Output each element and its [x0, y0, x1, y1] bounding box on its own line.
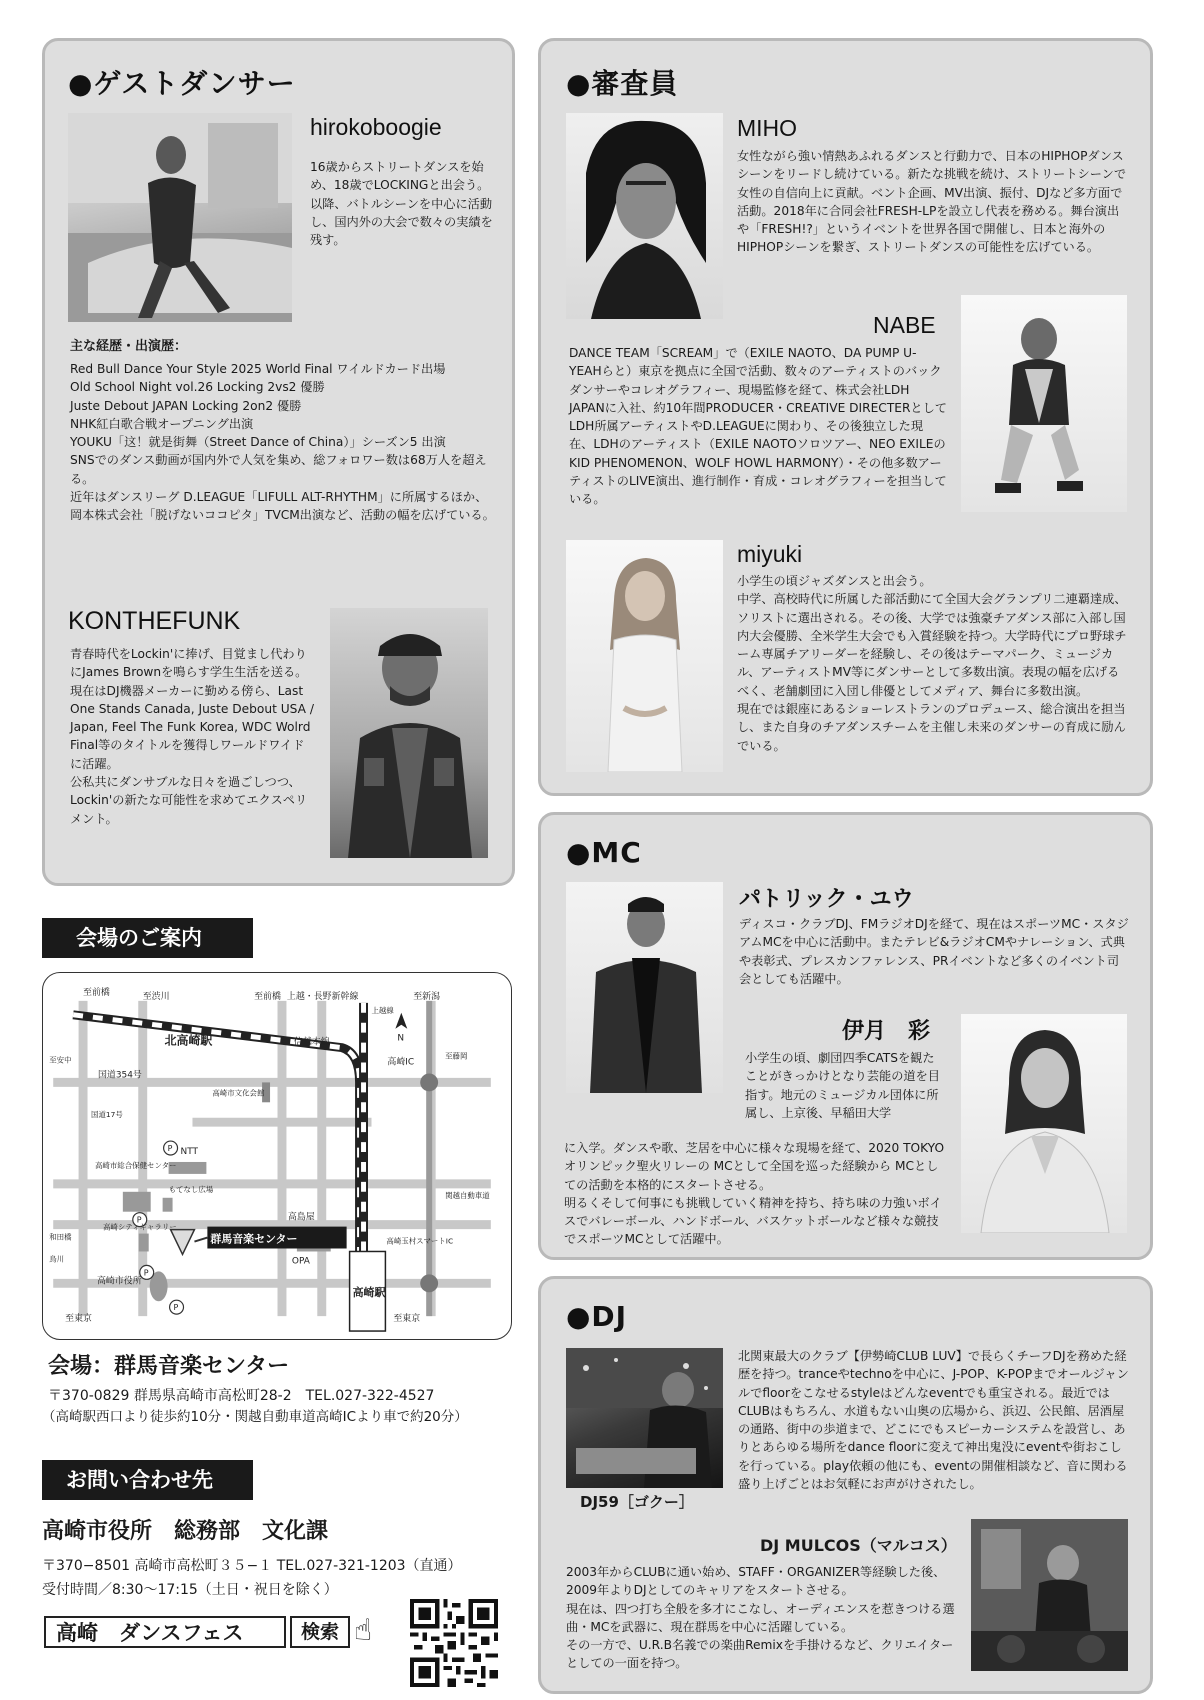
map-parking-label: P	[136, 1215, 142, 1225]
map-label: 至前橋	[83, 987, 110, 998]
map-label: 国道354号	[97, 1070, 142, 1081]
map-parking-label: P	[167, 1144, 173, 1154]
contact-hours: 受付時間／8:30〜17:15（土日・祝日を除く）	[42, 1582, 338, 1598]
map-label: 至東京	[65, 1314, 92, 1325]
map-label: 高島屋	[287, 1212, 315, 1223]
patrick-photo	[566, 882, 723, 1093]
search-button-label: 検索	[300, 1621, 339, 1643]
contact-org: 高崎市役所 総務部 文化課	[42, 1519, 329, 1544]
itsuki-name: 伊月 彩	[842, 1018, 931, 1043]
dj59-bio: 北関東最大のクラブ【伊勢崎CLUB LUV】で長らくチーフDJを務めた経歴を持つ。tranceやtechnoを中心に、J-POP、K-POPまでオールジャンルでfloorをこなせるstyleはどんなeventでも重宝される。最近ではCLUBはもちろん、水道もない山奥の広場から、浜辺、公民館、居酒屋の通路、街中の歩道まで、どこにでもスピーカーシステムを設営し、ありとあらゆる場所をdance floorに変えて神出鬼没にeventや街おこしを行っている。play依頼の他にも、eventの開催相談など、音に関わる盛り上げごとはお気軽にお声がけされたし。	[738, 1349, 1129, 1492]
itsuki-bio-top: 小学生の頃、劇団四季CATSを観たことがきっかけとなり芸能の道を目指す。地元のミュージカル団体に所属し、上京後、早稲田大学	[745, 1051, 940, 1120]
map-label: もてなし広場	[168, 1184, 214, 1194]
career-item: Old School Night vol.26 Locking 2vs2 優勝	[70, 380, 325, 395]
map-label: 高崎市役所	[96, 1276, 142, 1287]
qr-code[interactable]	[410, 1599, 498, 1687]
map-label: NTT	[180, 1147, 198, 1158]
venue-guide-label: 会場のご案内	[42, 918, 253, 958]
search-button[interactable]	[290, 1616, 350, 1648]
map-venue-label: 群馬音楽センター	[210, 1232, 298, 1246]
career-item: YOUKU「这！就是街舞（Street Dance of China）」シーズン5 出演	[70, 435, 446, 450]
career-item: Red Bull Dance Your Style 2025 World Final ワイルドカード出場	[70, 362, 446, 376]
miyuki-photo	[566, 540, 723, 772]
dj-mulcos-photo	[971, 1519, 1128, 1671]
hirokoboogie-name: hirokoboogie	[310, 114, 442, 140]
dj-mulcos-bio: 2003年からCLUBに通い始め、STAFF・ORGANIZER等経験した後、2009年よりDJとしてのキャリアをスタートさせる。 現在は、四つ打ち全般を多才にこなし、オーディエンスを惹きつける選曲・MCを武器に、現在群馬を中心に活躍している。 その一方で、U.R.B名義での楽曲Remixを手掛けるなど、クリエイターとしての一面を持つ。	[566, 1565, 955, 1671]
search-query: 高崎 ダンスフェス	[56, 1621, 244, 1645]
career-item: Juste Debout JAPAN Locking 2on2 優勝	[70, 398, 302, 413]
map-label: 至新潟	[413, 991, 441, 1002]
map-label: 至安中	[49, 1055, 72, 1065]
itsuki-bio-bottom: に入学。ダンスや歌、芝居を中心に様々な現場を経て、2020 TOKYOオリンピック聖火リレーの MCとして全国を巡った経験から MCとしての活動を本格的にスタートさせる。 明るくそして何事にも挑戦していく精神を持ち、持ち味の力強いボイスでバレーボール、ハンドボール、バスケットボールなど様々な競技でスポーツMCとして活躍中。	[564, 1141, 945, 1247]
map-label: 北高崎駅	[164, 1033, 213, 1048]
itsuki-photo	[961, 1014, 1127, 1233]
contact-label: お問い合わせ先	[42, 1460, 253, 1500]
career-item: 近年はダンスリーグ D.LEAGUE「LIFULL ALT-RHYTHM」に所属するほか、岡本株式会社「脱げないココピタ」TVCM出演など、活動の幅を広げている。	[70, 490, 495, 523]
map-label: 関越自動車道	[445, 1190, 490, 1200]
career-item: SNSでのダンス動画が国内外で人気を集め、総フォロワー数は68万人を超える。	[70, 453, 487, 486]
contact-address: 〒370−8501 高崎市高松町３５−１ TEL.027-321-1203（直通）	[42, 1558, 462, 1574]
map-label: 至藤岡	[445, 1051, 468, 1061]
map-label: 高崎玉村スマートIC	[386, 1236, 454, 1246]
dj59-caption: DJ59［ゴクー］	[580, 1493, 694, 1511]
nabe-bio: DANCE TEAM「SCREAM」で（EXILE NAOTO、DA PUMP U-YEAHらと）東京を拠点に全国で活動、数々のアーティストのバックダンサーやコレオグラフィー、現場監修を経て、株式会社LDH JAPANに入社、約10年間PRODUCER・CREATIVE DIRECTERとしてLDH所属アーティストやD.LEAGUEに関わり、その後独立した現在、LDHのアーティスト（EXILE NAOTOソロツアー、NEO EXILEのKID PHENOMENON、WOLF HOWL HARMONY）・その他多数アーティストのLIVE演出、進行制作・育成・コレオグラフィーを担当している。	[569, 346, 947, 507]
patrick-name: パトリック・ユウ	[739, 886, 914, 911]
map-label: 高崎シティギャラリー	[102, 1222, 177, 1232]
map-label: 国道17号	[91, 1110, 123, 1120]
miyuki-bio: 小学生の頃ジャズダンスと出会う。 中学、高校時代に所属した部活動にて全国大会グランプリ二連覇達成、ソリストに選出される。その後、大学では強豪チアダンス部に入部し国内大会優勝、全米学生大会でも入賞経験を持つ。大学時代にプロ野球チーム専属チアリーダーを経験し、その後はテーマパーク、ミュージカル、アーティストMV等にダンサーとして多数出演。表現の幅を広げるべく、老舗劇団に入団し俳優としてメディア、舞台に多数出演。 現在では銀座にあるショーレストランのプロデュース、総合演出を担当し、また自身のチアダンスチームを主催し未来のダンサーの育成に励んでいる。	[737, 574, 1127, 753]
career-item: NHK紅白歌合戦オープニング出演	[70, 416, 254, 431]
pointing-hand-icon: ☝	[354, 1613, 373, 1648]
judges-heading: ●審査員	[566, 67, 679, 100]
konthefunk-photo	[330, 608, 488, 858]
venue-name: 会場：群馬音楽センター	[48, 1354, 290, 1379]
hirokoboogie-bio: 16歳からストリートダンスを始め、18歳でLOCKINGと出会う。以降、バトルシーンを中心に活動し、国内外の大会で数々の実績を残す。	[310, 160, 493, 248]
mc-heading: ●MC	[566, 836, 642, 869]
map-label: 至前橋	[254, 991, 281, 1002]
map-label: 高崎IC	[387, 1057, 415, 1068]
hirokoboogie-photo	[68, 113, 292, 322]
venue-address: 〒370-0829 群馬県高崎市高松町28-2 TEL.027-322-4527	[48, 1388, 435, 1404]
venue-access: （高崎駅西口より徒歩約10分・関越自動車道高崎ICより車で約20分）	[42, 1409, 468, 1425]
miyuki-name: miyuki	[737, 541, 803, 567]
map-label: 高崎駅	[352, 1286, 386, 1300]
map-label: OPA	[291, 1256, 310, 1267]
career-heading: 主な経歴・出演歴：	[70, 339, 188, 354]
map-label: 烏川	[49, 1254, 65, 1264]
dj-mulcos-name: DJ MULCOS（マルコス）	[760, 1536, 957, 1555]
dj-heading: ●DJ	[566, 1300, 628, 1333]
venue-map	[42, 972, 512, 1340]
konthefunk-bio: 青春時代をLockin'に捧げ、目覚まし代わりにJames Brownを鳴らす学生生活を送る。 現在はDJ機器メーカーに勤める傍ら、Last One Stands Canada, Juste Debout USA / Japan, Feel The Funk Korea, WDC Wolrd Final等のタイトルを獲得しワールドワイドに活躍。 公私共にダンサブルな日々を過ごしつつ、Lockin'の新たな可能性を求めてエクスペリメント。	[70, 647, 314, 826]
nabe-photo	[961, 295, 1127, 512]
miho-name: MIHO	[737, 115, 798, 141]
miho-bio: 女性ながら強い情熱あふれるダンスと行動力で、日本のHIPHOPダンスシーンをリードし続けている。新たな挑戦を続け、ストリートシーンで女性の自信向上に貢献。ベント企画、MV出演、振付、DJなど多方面で活動。2018年に合同会社FRESH-LPを設立し代表を務める。舞台演出や「FRESH!?」というイベントを世界各国で開催し、日本と海外のHIPHOPシーンを繋ぎ、ストリートダンスの可能性を広げている。	[737, 149, 1127, 255]
miho-photo	[566, 113, 723, 319]
map-label: 信越本線	[293, 1037, 330, 1048]
map-label: 上越・長野新幹線	[286, 991, 359, 1002]
career-list	[70, 360, 498, 525]
map-parking-label: P	[173, 1303, 179, 1313]
dj59-photo	[566, 1348, 723, 1488]
map-label: 上越線	[371, 1005, 394, 1015]
patrick-bio: ディスコ・クラブDJ、FMラジオDJを経て、現在はスポーツMC・スタジアムMCを中心に活動中。またテレビ&ラジオCMやナレーション、式典や表彰式、プレスカンファレンス、PRイベントなど多くのイベント司会としても活躍中。	[739, 917, 1129, 986]
map-label: 高崎市総合保健センター	[94, 1160, 177, 1170]
nabe-name: NABE	[873, 312, 936, 338]
map-label: 高崎市文化会館	[212, 1088, 265, 1098]
map-label: 至渋川	[142, 991, 170, 1002]
map-label: N	[397, 1033, 405, 1044]
map-parking-label: P	[143, 1268, 149, 1278]
guest-dancer-heading: ●ゲストダンサー	[68, 67, 296, 100]
konthefunk-name: KONTHEFUNK	[68, 607, 241, 635]
map-label: 至東京	[393, 1314, 421, 1325]
map-label: 和田橋	[49, 1232, 72, 1242]
search-box[interactable]	[44, 1616, 286, 1648]
